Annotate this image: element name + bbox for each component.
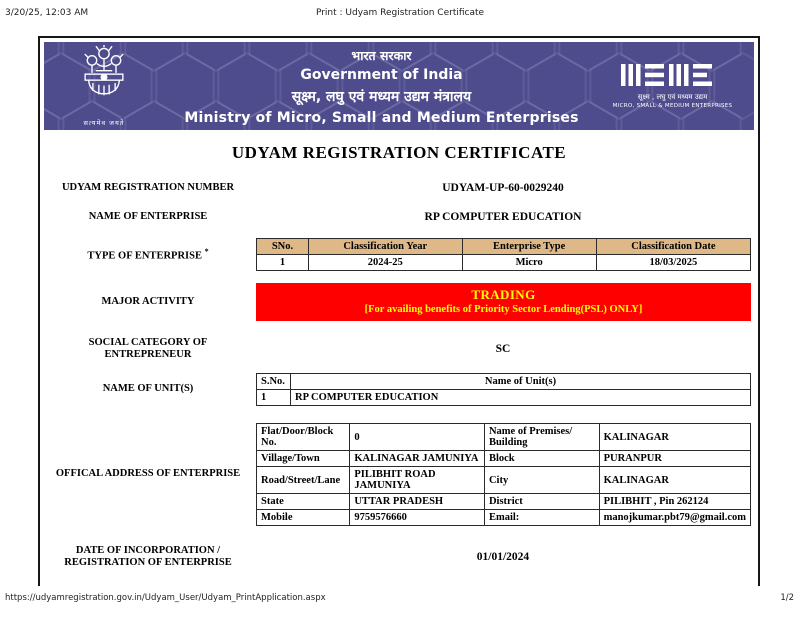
addr-district-value: PILIBHIT , Pin 262124 — [599, 494, 750, 510]
cell-unit-name: RP COMPUTER EDUCATION — [291, 390, 751, 406]
enterprise-type-label: TYPE OF ENTERPRISE * — [87, 247, 209, 262]
col-enterprise-type: Enterprise Type — [462, 239, 596, 255]
cell-enterprise-type: Micro — [462, 255, 596, 271]
msme-logo-icon — [621, 64, 725, 86]
address-row-3 — [257, 467, 751, 494]
units-label: NAME OF UNIT(S) — [102, 383, 194, 395]
addr-village-label: Village/Town — [257, 451, 350, 467]
page-number: 1/2 — [780, 593, 794, 603]
enterprise-type-row — [40, 238, 758, 271]
addr-mobile-label: Mobile — [257, 510, 350, 526]
browser-print-header — [0, 8, 800, 22]
addr-block-label: Block — [484, 451, 599, 467]
cell-classification-date: 18/03/2025 — [596, 255, 750, 271]
major-activity-row — [40, 283, 758, 321]
incorporation-date-value: 01/01/2024 — [476, 551, 530, 563]
print-document-title: Print : Udyam Registration Certificate — [315, 8, 485, 18]
address-row-1 — [257, 424, 751, 451]
address-row — [40, 423, 758, 526]
msme-tagline-english: MICRO, SMALL & MEDIUM ENTERPRISES — [612, 102, 733, 109]
address-label: OFFICAL ADDRESS OF ENTERPRISE — [55, 468, 241, 480]
incorporation-date-label: DATE OF INCORPORATION / REGISTRATION OF ENTERPRISE — [64, 544, 232, 568]
govt-title-english: Government of India — [300, 66, 463, 83]
classification-table — [256, 238, 751, 271]
registration-number-label: UDYAM REGISTRATION NUMBER — [61, 181, 235, 193]
addr-city-value: KALINAGAR — [599, 467, 750, 494]
ministry-title-english: Ministry of Micro, Small and Medium Enterprises — [184, 109, 579, 126]
certificate-title: UDYAM REGISTRATION CERTIFICATE — [231, 143, 567, 162]
col-unit-sno: S.No. — [257, 374, 291, 390]
units-header-row — [257, 374, 751, 390]
major-activity-value: TRADING — [471, 287, 536, 302]
classification-header-row — [257, 239, 751, 255]
emblem-motto: सत्यमेव जयते — [83, 119, 125, 127]
banner-titles — [164, 47, 599, 126]
enterprise-name-value: RP COMPUTER EDUCATION — [424, 211, 582, 223]
col-sno: SNo. — [257, 239, 309, 255]
units-data-row — [257, 390, 751, 406]
addr-city-label: City — [484, 467, 599, 494]
registration-number-row — [40, 178, 758, 198]
col-classification-year: Classification Year — [309, 239, 463, 255]
print-timestamp: 3/20/25, 12:03 AM — [5, 8, 89, 18]
units-row — [40, 373, 758, 406]
social-category-row — [40, 334, 758, 364]
incorporation-date-row — [40, 542, 758, 572]
msme-tagline-hindi: सूक्ष्म , लघु एवं मध्यम उद्यम — [637, 92, 708, 101]
addr-email-label: Email: — [484, 510, 599, 526]
addr-state-label: State — [257, 494, 350, 510]
addr-state-value: UTTAR PRADESH — [350, 494, 485, 510]
enterprise-name-row — [40, 207, 758, 227]
major-activity-banner — [256, 283, 751, 321]
addr-premises-label: Name of Premises/ Building — [484, 424, 599, 451]
cell-classification-year: 2024-25 — [309, 255, 463, 271]
address-row-4 — [257, 494, 751, 510]
asterisk-mark: * — [204, 247, 209, 256]
addr-mobile-value: 9759576660 — [350, 510, 485, 526]
registration-number-value: UDYAM-UP-60-0029240 — [442, 182, 564, 194]
cell-unit-sno: 1 — [257, 390, 291, 406]
government-banner — [44, 42, 754, 130]
address-row-5 — [257, 510, 751, 526]
addr-flat-label: Flat/Door/Block No. — [257, 424, 350, 451]
classification-data-row — [257, 255, 751, 271]
national-emblem — [44, 45, 164, 127]
addr-email-value: manojkumar.pbt79@gmail.com — [599, 510, 750, 526]
addr-road-value: PILIBHIT ROAD JAMUNIYA — [350, 467, 485, 494]
col-unit-name: Name of Unit(s) — [291, 374, 751, 390]
units-table — [256, 373, 751, 406]
source-url: https://udyamregistration.gov.in/Udyam_User/Udyam_PrintApplication.aspx — [5, 593, 326, 603]
addr-premises-value: KALINAGAR — [599, 424, 750, 451]
browser-print-footer — [0, 593, 800, 605]
addr-block-value: PURANPUR — [599, 451, 750, 467]
addr-district-label: District — [484, 494, 599, 510]
ashoka-emblem-icon — [74, 45, 134, 117]
addr-village-value: KALINAGAR JAMUNIYA — [350, 451, 485, 467]
ministry-title-hindi: सूक्ष्म, लघु एवं मध्यम उद्यम मंत्रालय — [291, 88, 472, 105]
addr-flat-value: 0 — [350, 424, 485, 451]
major-activity-label: MAJOR ACTIVITY — [101, 295, 195, 307]
govt-title-hindi: भारत सरकार — [351, 47, 412, 63]
psl-note: [For availing benefits of Priority Sector Lending(PSL) ONLY] — [364, 304, 643, 315]
msme-logo — [599, 64, 754, 109]
address-table — [256, 423, 751, 526]
addr-road-label: Road/Street/Lane — [257, 467, 350, 494]
cell-sno: 1 — [257, 255, 309, 271]
social-category-label: SOCIAL CATEGORY OF ENTREPRENEUR — [88, 336, 208, 360]
address-row-2 — [257, 451, 751, 467]
social-category-value: SC — [495, 343, 511, 355]
col-classification-date: Classification Date — [596, 239, 750, 255]
enterprise-name-label: NAME OF ENTERPRISE — [88, 210, 208, 222]
certificate-frame — [38, 36, 760, 586]
